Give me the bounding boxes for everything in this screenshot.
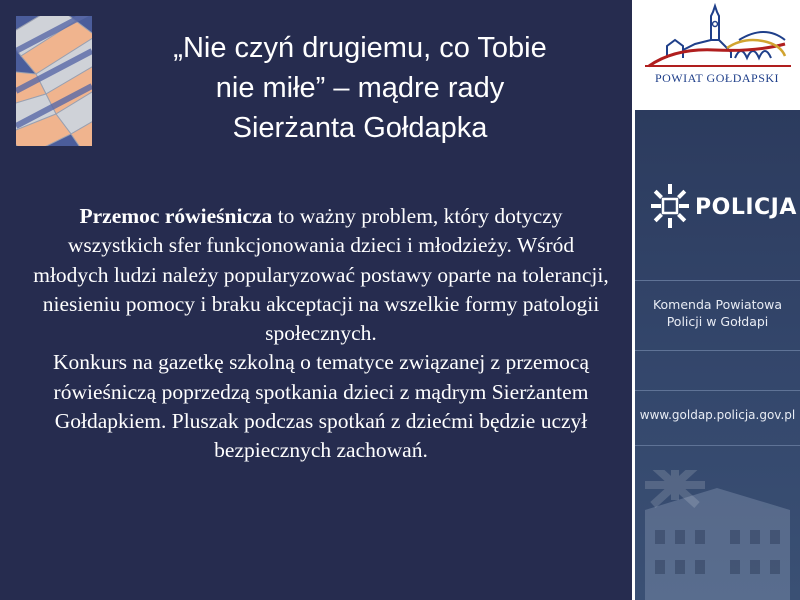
panel-line-1	[635, 280, 800, 281]
website-link[interactable]: www.goldap.policja.gov.pl	[639, 408, 796, 422]
paragraph-1-rest: to ważny problem, który dotyczy wszystkich sfer funkcjonowania dzieci i młodzieży. Wśród młodych ludzi należy popularyzować postawy oparte na tolerancji, niesieniu pomocy i braku akceptacji na wszelkie formy patologii społecznych.	[33, 204, 609, 346]
weave-pattern-icon	[16, 16, 92, 146]
panel-line-3	[635, 390, 800, 391]
komenda-line-2: Policji w Gołdapi	[666, 314, 769, 329]
title-line-3: Sierżanta Gołdapka	[232, 112, 488, 144]
paragraph-2: Konkurs na gazetkę szkolną o tematyce związanej z przemocą rówieśniczą poprzedzą spotkania dzieci z mądrym Sierżantem Gołdapkiem. Pluszak podczas spotkań z dziećmi będzie uczył bezpiecznych zachowań.	[52, 350, 590, 463]
police-building-icon	[635, 470, 800, 600]
sidebar	[635, 0, 800, 600]
panel-line-2	[635, 350, 800, 351]
powiat-label: POWIAT GOŁDAPSKI	[654, 71, 780, 85]
powiat-logo	[635, 0, 800, 95]
komenda-line-1: Komenda Powiatowa	[652, 297, 783, 312]
police-panel	[635, 110, 800, 600]
police-star-icon	[649, 182, 691, 230]
sidebar-separator	[635, 95, 800, 110]
powiat-logo-icon	[635, 0, 800, 95]
panel-line-4	[635, 445, 800, 446]
paragraph-1-bold: Przemoc rówieśnicza	[79, 204, 273, 228]
page-title	[110, 28, 610, 148]
body-text	[30, 202, 612, 466]
title-line-2: nie miłe” – mądre rady	[215, 72, 505, 104]
title-line-1: „Nie czyń drugiemu, co Tobie	[173, 32, 547, 64]
paragraph-1	[30, 202, 612, 348]
policja-label: POLICJA	[695, 195, 797, 220]
komenda-text	[635, 296, 800, 330]
